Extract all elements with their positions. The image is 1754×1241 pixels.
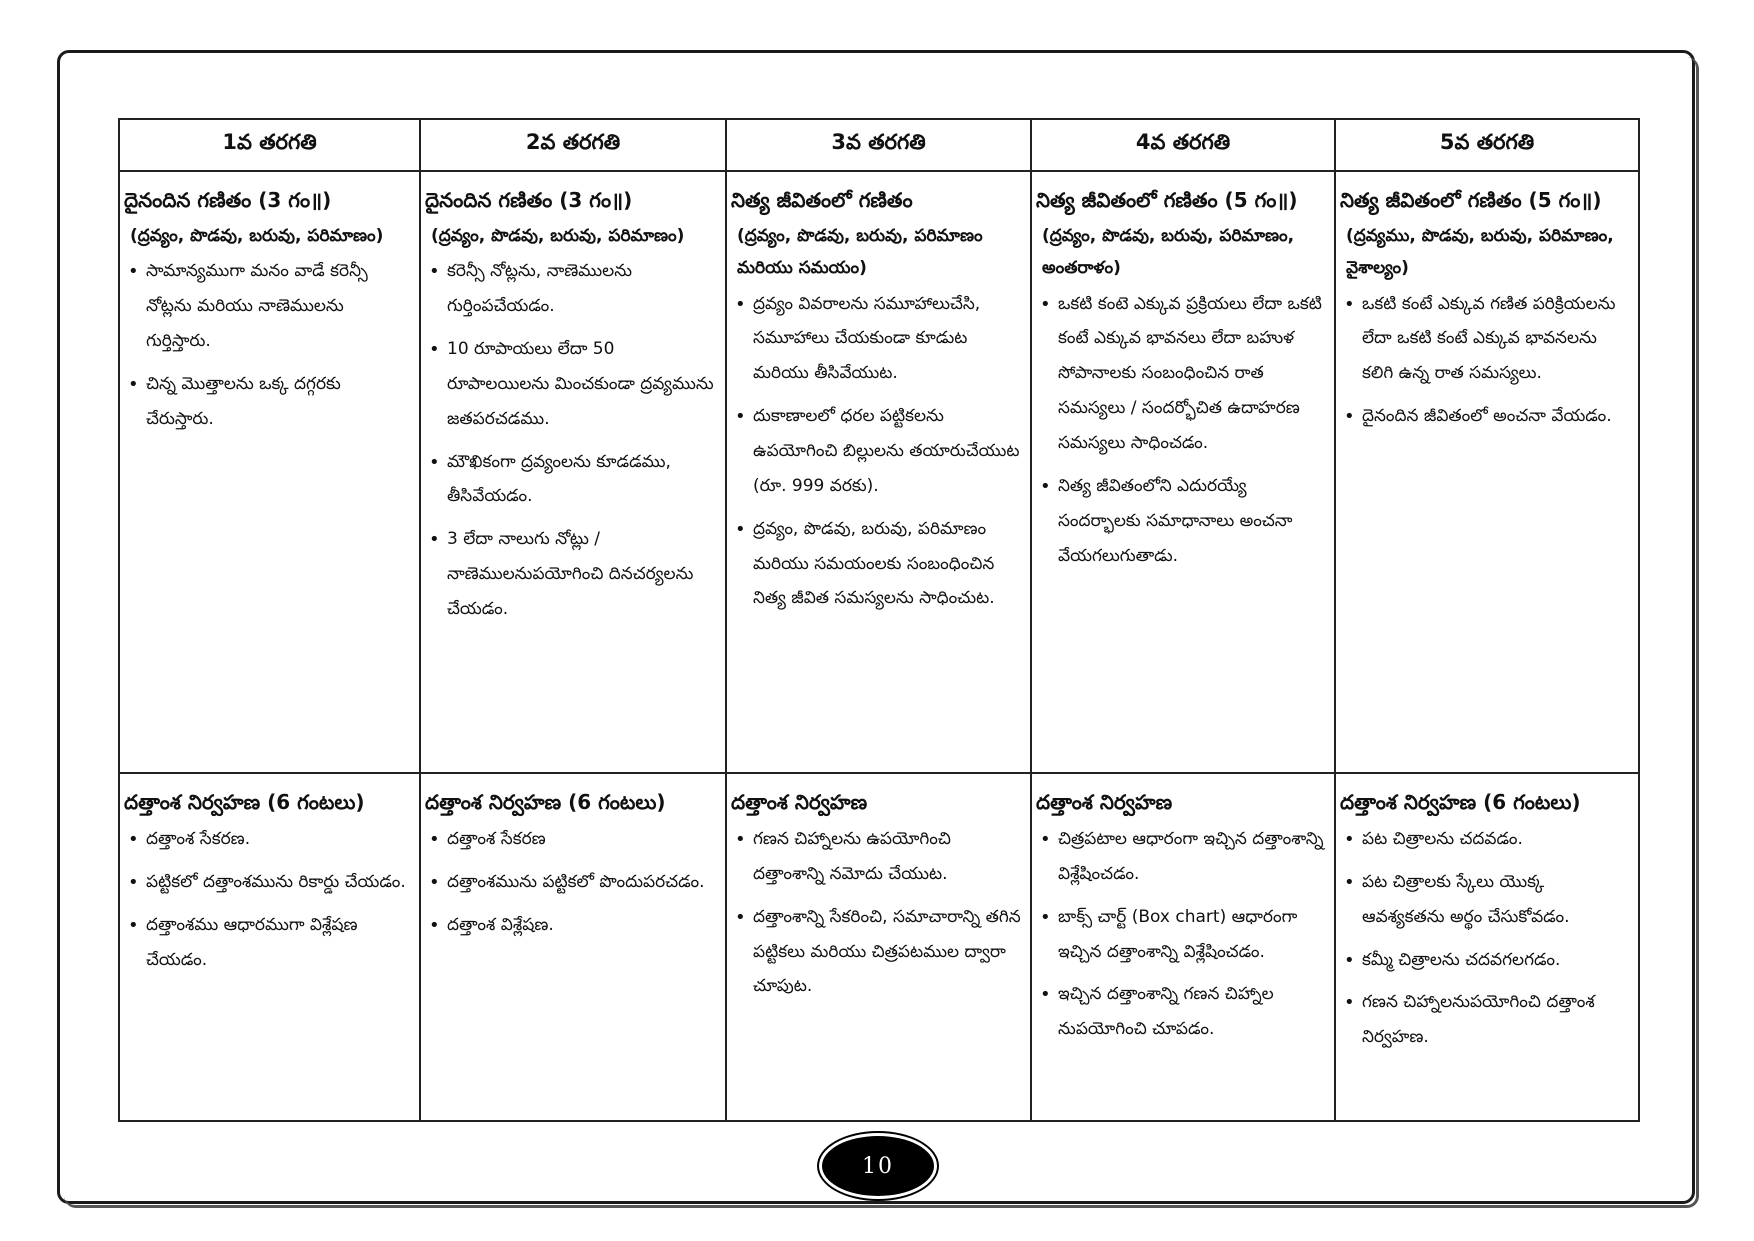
- list-item: • 3 లేదా నాలుగు నోట్లు / నాణెములనుపయోగించి దినచర్యలను చేయడం.: [425, 522, 719, 627]
- column-header: 4వ తరగతి: [1031, 119, 1335, 171]
- list-item: • ద్రవ్యం వివరాలను సమూహాలుచేసి, సమూహాలు చేయకుండా కూడుట మరియు తీసివేయుట.: [731, 287, 1024, 392]
- column-header: 2వ తరగతి: [420, 119, 726, 171]
- point-list: [731, 822, 1024, 1004]
- point-list: [1340, 822, 1632, 1055]
- section-title: దత్తాంశ నిర్వహణ: [1036, 790, 1173, 814]
- curriculum-table: [118, 118, 1640, 1122]
- table-cell: [420, 171, 726, 773]
- section-subtitle: (ద్రవ్యం, పొడవు, బరువు, పరిమాణం, అంతరాళం): [1042, 226, 1295, 279]
- table-cell: [1031, 773, 1335, 1121]
- table-cell: [420, 773, 726, 1121]
- point-list: [731, 287, 1024, 617]
- list-item: • ఒకటి కంటె ఎక్కువ ప్రక్రియలు లేదా ఒకటి కంటే ఎక్కువ భావనలు లేదా బహుళ సోపానాలకు సంబంధించిన రాత సమస్యలు / సందర్భోచిత ఉదాహరణ సమస్యలు సాధించడం.: [1036, 287, 1328, 461]
- section-subtitle: (ద్రవ్యం, పొడవు, బరువు, పరిమాణం): [431, 226, 685, 246]
- list-item: • గణన చిహ్నాలనుపయోగించి దత్తాంశ నిర్వహణ.: [1340, 985, 1632, 1055]
- list-item: • గణన చిహ్నాలను ఉపయోగించి దత్తాంశాన్ని నమోదు చేయుట.: [731, 822, 1024, 892]
- table-cell: [119, 171, 420, 773]
- table-cell: [1031, 171, 1335, 773]
- section-title: దైనందిన గణితం (3 గం॥): [425, 188, 633, 212]
- list-item: • దత్తాంశము ఆధారముగా విశ్లేషణ చేయడం.: [124, 908, 413, 978]
- section-title: దైనందిన గణితం (3 గం॥): [124, 188, 332, 212]
- section-title: దత్తాంశ నిర్వహణ (6 గంటలు): [1340, 790, 1581, 814]
- list-item: • ఇచ్చిన దత్తాంశాన్ని గణన చిహ్నాల నుపయోగించి చూపడం.: [1036, 977, 1328, 1047]
- list-item: • దుకాణాలలో ధరల పట్టికలను ఉపయోగించి బిల్లులను తయారుచేయుట (రూ. 999 వరకు).: [731, 399, 1024, 504]
- section-title: నిత్య జీవితంలో గణితం (5 గం॥): [1036, 188, 1298, 212]
- table-cell: [1335, 773, 1639, 1121]
- column-header: 5వ తరగతి: [1335, 119, 1639, 171]
- list-item: • దత్తాంశ సేకరణ.: [124, 822, 413, 857]
- point-list: [1036, 287, 1328, 574]
- list-item: • చిత్రపటాల ఆధారంగా ఇచ్చిన దత్తాంశాన్ని విశ్లేషించడం.: [1036, 822, 1328, 892]
- section-title: దత్తాంశ నిర్వహణ: [731, 790, 868, 814]
- list-item: • పట్టికలో దత్తాంశమును రికార్డు చేయడం.: [124, 865, 413, 900]
- section-title: దత్తాంశ నిర్వహణ (6 గంటలు): [124, 790, 365, 814]
- list-item: • దత్తాంశమును పట్టికలో పొందుపరచడం.: [425, 865, 719, 900]
- point-list: [124, 822, 413, 977]
- list-item: • సామాన్యముగా మనం వాడే కరెన్సీ నోట్లను మరియు నాణెములను గుర్తిస్తారు.: [124, 254, 413, 359]
- list-item: • కమ్మీ చిత్రాలను చదవగలగడం.: [1340, 943, 1632, 978]
- list-item: • బాక్స్ చార్ట్ (Box chart) ఆధారంగా ఇచ్చిన దత్తాంశాన్ని విశ్లేషించడం.: [1036, 900, 1328, 970]
- point-list: [124, 254, 413, 436]
- column-header: 1వ తరగతి: [119, 119, 420, 171]
- table-row: [119, 773, 1639, 1121]
- point-list: [425, 822, 719, 943]
- list-item: • దత్తాంశ సేకరణ: [425, 822, 719, 857]
- page-number-badge: [822, 1136, 934, 1196]
- list-item: • మౌఖికంగా ద్రవ్యంలను కూడడము, తీసివేయడం.: [425, 445, 719, 515]
- list-item: • 10 రూపాయలు లేదా 50 రూపాలయిలను మించకుండా ద్రవ్యమును జతపరచడము.: [425, 332, 719, 437]
- section-subtitle: (ద్రవ్యం, పొడవు, బరువు, పరిమాణం): [130, 226, 384, 246]
- list-item: • ఒకటి కంటే ఎక్కువ గణిత పరిక్రియలను లేదా ఒకటి కంటే ఎక్కువ భావనలను కలిగి ఉన్న రాత సమస్యలు.: [1340, 287, 1632, 392]
- list-item: • కరెన్సీ నోట్లను, నాణెములను గుర్తింపచేయడం.: [425, 254, 719, 324]
- table-cell: [726, 171, 1031, 773]
- list-item: • నిత్య జీవితంలోని ఎదురయ్యే సందర్భాలకు సమాధానాలు అంచనా వేయగలుగుతాడు.: [1036, 469, 1328, 574]
- header-row: [119, 119, 1639, 171]
- table-cell: [726, 773, 1031, 1121]
- section-title: నిత్య జీవితంలో గణితం (5 గం॥): [1340, 188, 1602, 212]
- section-title: నిత్య జీవితంలో గణితం: [731, 188, 913, 212]
- list-item: • దత్తాంశాన్ని సేకరించి, సమాచారాన్ని తగిన పట్టికలు మరియు చిత్రపటముల ద్వారా చూపుట.: [731, 900, 1024, 1005]
- section-subtitle: (ద్రవ్యము, పొడవు, బరువు, పరిమాణం, వైశాల్యం): [1346, 226, 1614, 279]
- list-item: • పట చిత్రాలకు స్కేలు యొక్క ఆవశ్యకతను అర్థం చేసుకోవడం.: [1340, 865, 1632, 935]
- page-number: 10: [862, 1153, 894, 1179]
- table-cell: [1335, 171, 1639, 773]
- list-item: • దత్తాంశ విశ్లేషణ.: [425, 908, 719, 943]
- table-row: [119, 171, 1639, 773]
- table-cell: [119, 773, 420, 1121]
- section-subtitle: (ద్రవ్యం, పొడవు, బరువు, పరిమాణం మరియు సమయం): [737, 226, 983, 279]
- column-header: 3వ తరగతి: [726, 119, 1031, 171]
- list-item: • పట చిత్రాలను చదవడం.: [1340, 822, 1632, 857]
- section-title: దత్తాంశ నిర్వహణ (6 గంటలు): [425, 790, 666, 814]
- list-item: • చిన్న మొత్తాలను ఒక్క దగ్గరకు చేరుస్తారు.: [124, 367, 413, 437]
- point-list: [1340, 287, 1632, 434]
- list-item: • ద్రవ్యం, పొడవు, బరువు, పరిమాణం మరియు సమయంలకు సంబంధించిన నిత్య జీవిత సమస్యలను సాధించుట.: [731, 512, 1024, 617]
- point-list: [1036, 822, 1328, 1047]
- point-list: [425, 254, 719, 626]
- list-item: • దైనందిన జీవితంలో అంచనా వేయడం.: [1340, 399, 1632, 434]
